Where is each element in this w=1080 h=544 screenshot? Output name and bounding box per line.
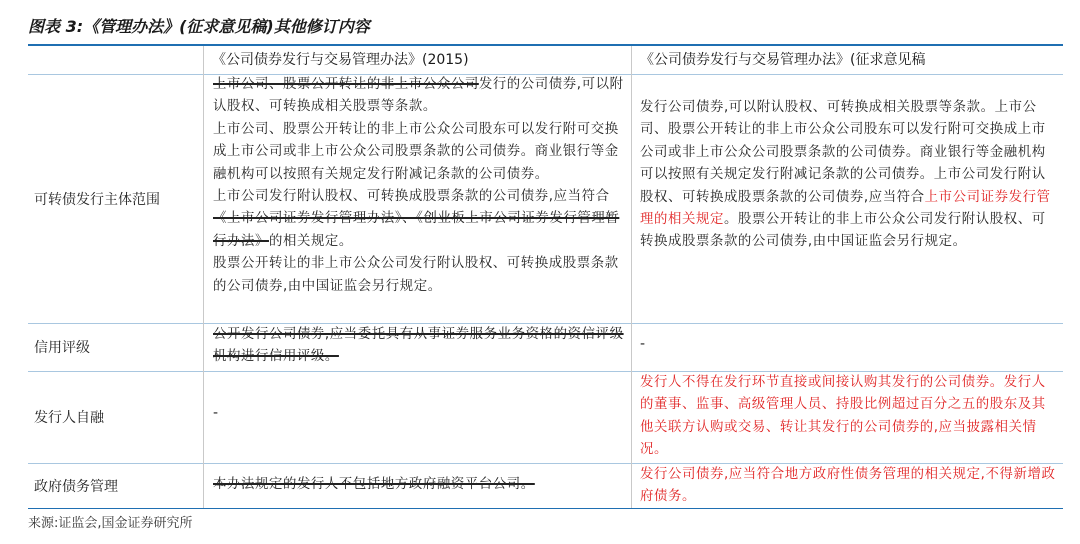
old-provision-cell <box>213 74 625 298</box>
header-old-version: 《公司债券发行与交易管理办法》(2015) <box>212 52 469 68</box>
deleted-text: 本办法规定的发行人不包括地方政府融资平台公司。 <box>213 477 535 492</box>
deleted-text: 上市公司、股票公开转让的非上市公众公司 <box>213 77 479 92</box>
added-text: 发行人不得在发行环节直接或间接认购其发行的公司债券。发行人的董事、监事、高级管理人员、持股比例超过百分之五的股东及其他关联方认购或交易、转让其发行的公司债券的,应当披露相关情况。 <box>640 375 1046 458</box>
new-provision-cell <box>640 372 1058 462</box>
header-new-version: 《公司债券发行与交易管理办法》(征求意见稿 <box>640 52 926 68</box>
row-category: 政府债务管理 <box>34 478 118 495</box>
old-paragraph: 上市公司、股票公开转让的非上市公众公司发行的公司债券,可以附认股权、可转换成相关股票等条款。 <box>213 77 624 115</box>
deleted-text: 公开发行公司债券,应当委托具有从事证券服务业务资格的资信评级机构进行信用评级。 <box>213 327 624 365</box>
new-provision-cell <box>640 464 1058 509</box>
column-divider-2 <box>631 46 632 508</box>
old-paragraph: 股票公开转让的非上市公众公司发行附认股权、可转换成股票条款的公司债券,由中国证监会另行规定。 <box>213 256 619 294</box>
new-provision-empty: - <box>640 336 646 352</box>
source-note: 来源:证监会,国金证券研究所 <box>28 516 193 531</box>
new-paragraph: 发行公司债券,可以附认股权、可转换成相关股票等条款。上市公司、股票公开转让的非上市公众公司股东可以发行附可交换成上市公司或非上市公众公司股票条款的公司债券。商业银行等金融机构可以按照有关规定发行附减记条款的公司债券。上市公司发行附认股权、可转换成股票条款的公司债券,应当符合上市公司证券发行管理的相关规定。股票公开转让的非上市公众公司发行附认股权、可转换成股票条款的公司债券,由中国证监会另行规定。 <box>640 100 1051 250</box>
added-text: 上市公司证券发行管理的相关规定 <box>640 189 1051 228</box>
old-paragraph: 上市公司、股票公开转让的非上市公众公司股东可以发行附可交换成上市公司或非上市公众公司股票条款的公司债券。商业银行等金融机构可以按照有关规定发行附减记条款的公司债券。 <box>213 121 619 182</box>
row-category: 可转债发行主体范围 <box>34 191 160 208</box>
old-provision-empty: - <box>213 405 219 421</box>
row-category: 信用评级 <box>34 340 90 356</box>
old-paragraph: 上市公司发行附认股权、可转换成股票条款的公司债券,应当符合《上市公司证券发行管理办法》、《创业板上市公司证券发行管理暂行办法》的相关规定。 <box>213 189 620 249</box>
new-provision-cell <box>640 97 1058 254</box>
added-text: 发行公司债券,应当符合地方政府性债务管理的相关规定,不得新增政府债务。 <box>640 467 1056 505</box>
deleted-text: 《上市公司证券发行管理办法》、《创业板上市公司证券发行管理暂行办法》 <box>213 211 620 249</box>
old-provision-cell <box>213 324 625 369</box>
bottom-rule <box>28 508 1063 509</box>
row-category: 发行人自融 <box>34 410 104 426</box>
column-divider-1 <box>203 46 204 508</box>
old-provision-cell <box>213 474 625 496</box>
table-title: 图表 3:《管理办法》(征求意见稿)其他修订内容 <box>28 17 370 36</box>
